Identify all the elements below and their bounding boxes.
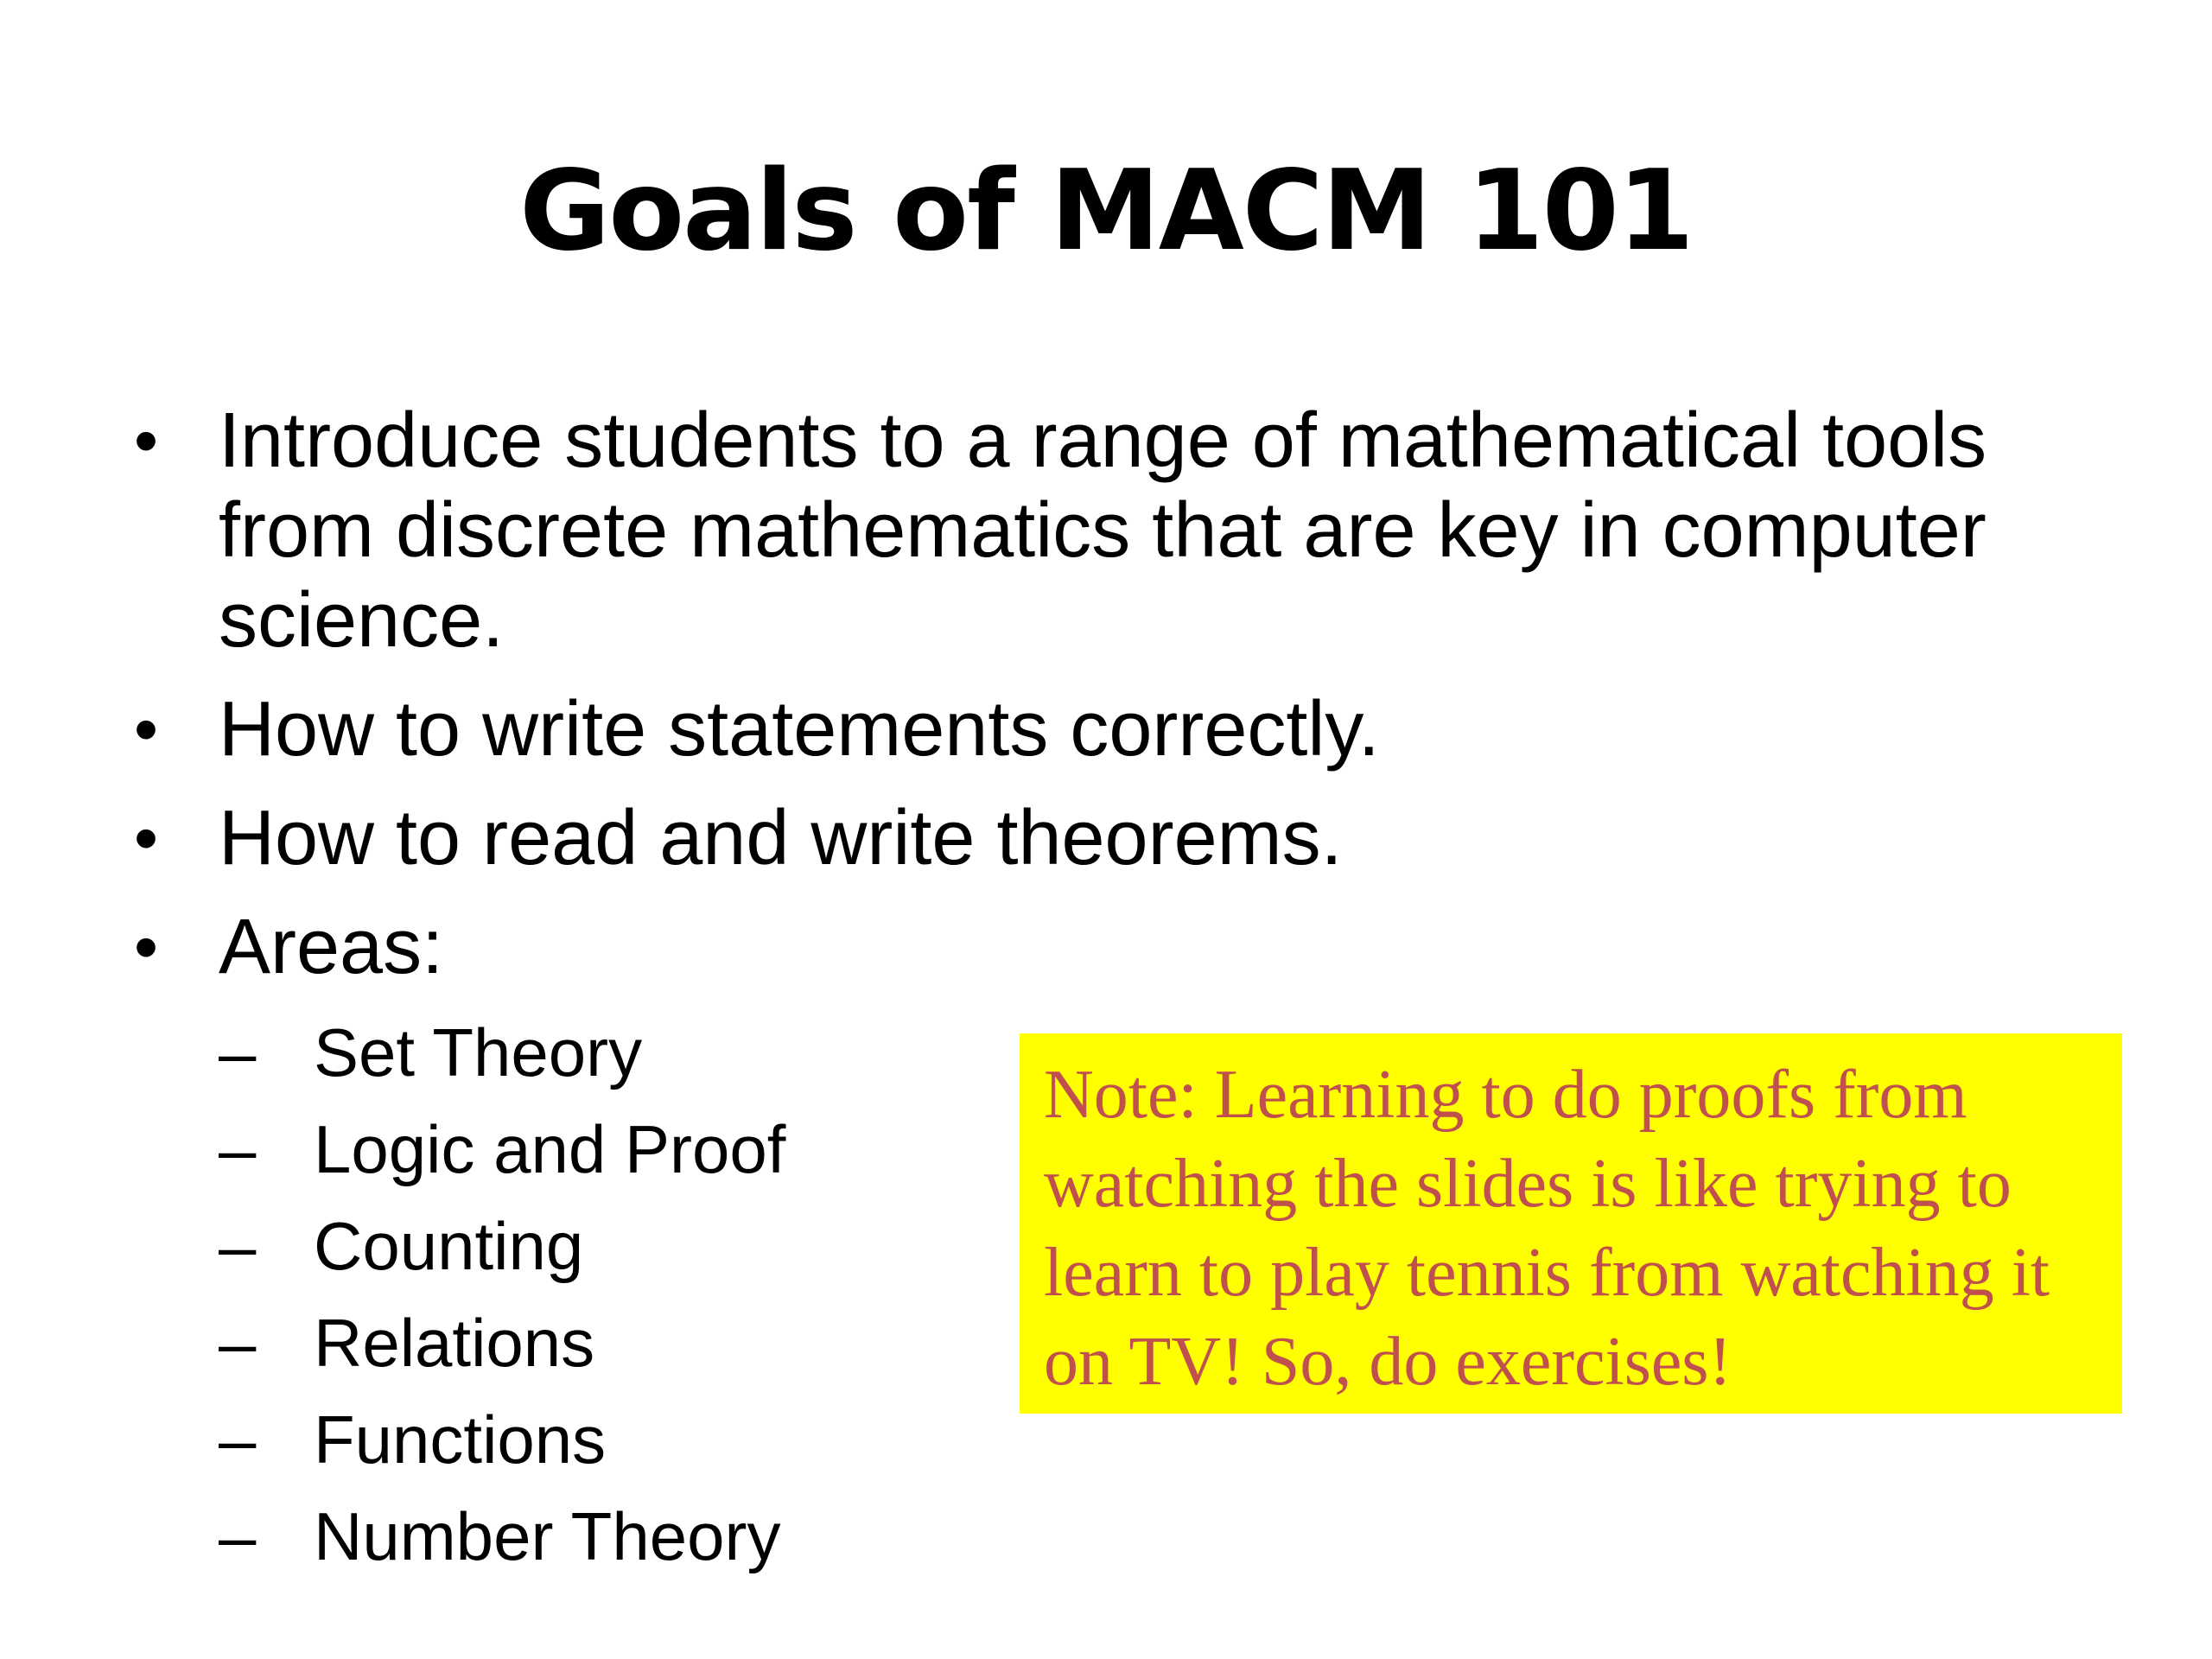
bullet-dot-icon: • (134, 690, 159, 767)
note-text: Note: Learning to do proofs from watching the slides is like trying to learn to play tennis from watching it on TV! So, do exercises! (1044, 1057, 2050, 1400)
area-item (219, 1488, 2087, 1585)
area-label: Relations (314, 1305, 595, 1381)
note-callout (1020, 1033, 2122, 1414)
dash-icon: – (219, 1014, 257, 1090)
dash-icon: – (219, 1498, 257, 1574)
dash-icon: – (219, 1111, 257, 1187)
area-label: Logic and Proof (314, 1111, 786, 1187)
bullet-text: Introduce students to a range of mathematical tools from discrete mathematics that are key in computer science. (219, 397, 1987, 664)
slide-title: Goals of MACM 101 (519, 147, 1693, 276)
bullet-text: How to read and write theorems. (219, 795, 1343, 881)
bullet-item (134, 684, 2087, 774)
area-label: Functions (314, 1402, 607, 1478)
dash-icon: – (219, 1208, 257, 1284)
area-label: Set Theory (314, 1014, 643, 1090)
dash-icon: – (219, 1305, 257, 1381)
bullet-text: Areas: (219, 904, 444, 990)
area-label: Counting (314, 1208, 584, 1284)
area-label: Number Theory (314, 1498, 781, 1574)
bullet-dot-icon: • (134, 908, 159, 985)
bullet-item (134, 793, 2087, 883)
bullet-item (134, 396, 2087, 665)
bullet-text: How to write statements correctly. (219, 686, 1380, 772)
bullet-dot-icon: • (134, 799, 159, 876)
bullet-list (134, 396, 2087, 1604)
bullet-dot-icon: • (134, 402, 159, 479)
dash-icon: – (219, 1402, 257, 1478)
